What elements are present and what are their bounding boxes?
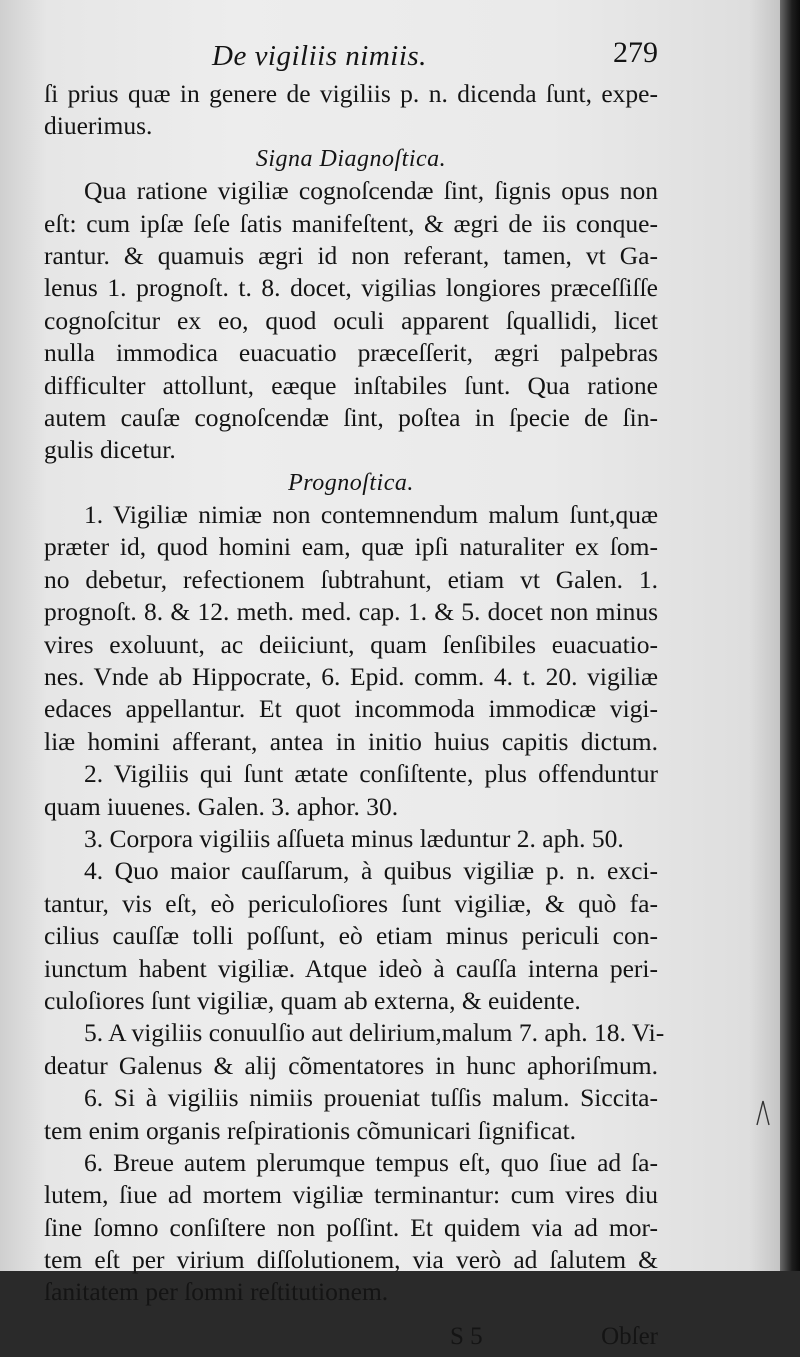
running-title: De vigiliis nimiis. [212,40,427,72]
text-line: deatur Galenus & alij cõmentatores in hunc aphoriſmum. [44,1050,658,1080]
text-line: gulis dicetur. [44,435,176,465]
text-line: cognoſcitur ex eo, quod oculi apparent ſquallidi, licet [44,305,658,335]
signature-mark: S 5 [450,1322,483,1350]
prognostica-list [44,499,665,1309]
text-line: 1. Vigiliæ nimiæ non contemnendum malum ſunt,quæ [84,500,658,530]
text-line: difficulter attollunt, eæque inſtabiles ſunt. Qua ratione [44,370,658,400]
text-line: 6. Breue autem plerumque tempus eſt, quo ſiue ad ſa- [84,1147,658,1177]
text-line: vires exoluunt, ac deiiciunt, quam ſenſibiles euacuatio- [44,629,658,659]
text-line: prognoſt. 8. & 12. meth. med. cap. 1. & 5. docet non minus [44,597,658,627]
page-footer [44,1317,658,1357]
text-line: culoſiores ſunt vigiliæ, quam ab externa, & euidente. [44,985,581,1015]
text-line: nulla immodica euacuatio præceſſerit, ægri palpebras [44,338,658,368]
section-heading-prognostica: Prognoſtica. [288,469,414,496]
text-line: 6. Si à vigiliis nimiis proueniat tuſſis malum. Siccita- [84,1083,658,1113]
text-line: liæ homini afferant, antea in initio huius capitis dictum. [44,726,658,756]
text-line: tem enim organis reſpirationis cõmunicari ſignificat. [44,1115,577,1145]
text-line: ſanitatem per ſomni reſtitutionem. [44,1277,389,1307]
text-line: ſi prius quæ in genere de vigiliis p. n. dicenda ſunt, expe- [44,79,658,108]
diagnostica-paragraph [44,175,658,467]
text-line: 2. Vigiliis qui ſunt ætate conſiſtente, plus offenduntur [84,759,658,789]
text-line: lutem, ſiue ad mortem vigiliæ terminantur: cum vires diu [44,1180,658,1210]
text-line: eſt: cum ipſæ ſeſe ſatis manifeſtent, & ægri de iis conque- [44,208,658,238]
margin-caret-mark [756,1100,770,1132]
caret-icon [756,1100,770,1126]
intro-paragraph [44,78,658,143]
text-line: edaces appellantur. Et quot incommoda immodicæ vigi- [44,694,658,724]
text-line: quam iuuenes. Galen. 3. aphor. 30. [44,791,399,821]
text-line: 5. A vigiliis conuulſio aut delirium,malum 7. aph. 18. Vi- [84,1018,665,1048]
text-block [44,34,665,1357]
text-line: 3. Corpora vigiliis aſſueta minus læduntur 2. aph. 50. [84,823,624,853]
text-line: no debetur, refectionem ſubtrahunt, etiam vt Galen. 1. [44,564,658,594]
catchword: Obſer [601,1322,658,1350]
book-spine-shadow [780,0,800,1271]
text-line: ſine ſomno conſiſtere non poſſint. Et quidem via ad mor- [44,1212,658,1242]
text-line: nes. Vnde ab Hippocrate, 6. Epid. comm. 4. t. 20. vigiliæ [44,662,658,692]
text-line: tantur, vis eſt, eò periculoſiores ſunt vigiliæ, & quò fa- [44,888,658,918]
text-line: rantur. & quamuis ægri id non referant, tamen, vt Ga- [44,240,658,270]
text-line: cilius cauſſæ tolli poſſunt, eò etiam minus periculi con- [44,921,658,951]
running-head [44,34,658,78]
text-line: tem eſt per virium diſſolutionem, via verò ad ſalutem & [44,1245,658,1275]
text-line: 4. Quo maior cauſſarum, à quibus vigiliæ p. n. exci- [84,856,658,886]
text-line: autem cauſæ cognoſcendæ ſint, poſtea in ſpecie de ſin- [44,402,658,432]
section-heading-diagnostica: Signa Diagnoſtica. [255,145,447,172]
text-line: diuerimus. [44,111,153,141]
text-line: Qua ratione vigiliæ cognoſcendæ ſint, ſignis opus non [84,176,658,206]
text-line: lenus 1. prognoſt. t. 8. docet, vigilias longiores præceſſiſſe [44,273,658,303]
page-number: 279 [613,36,658,69]
text-line: præter id, quod homini eam, quæ ipſi naturaliter ex ſom- [44,532,658,562]
text-line: iunctum habent vigiliæ. Atque ideò à cauſſa interna peri- [44,953,658,983]
